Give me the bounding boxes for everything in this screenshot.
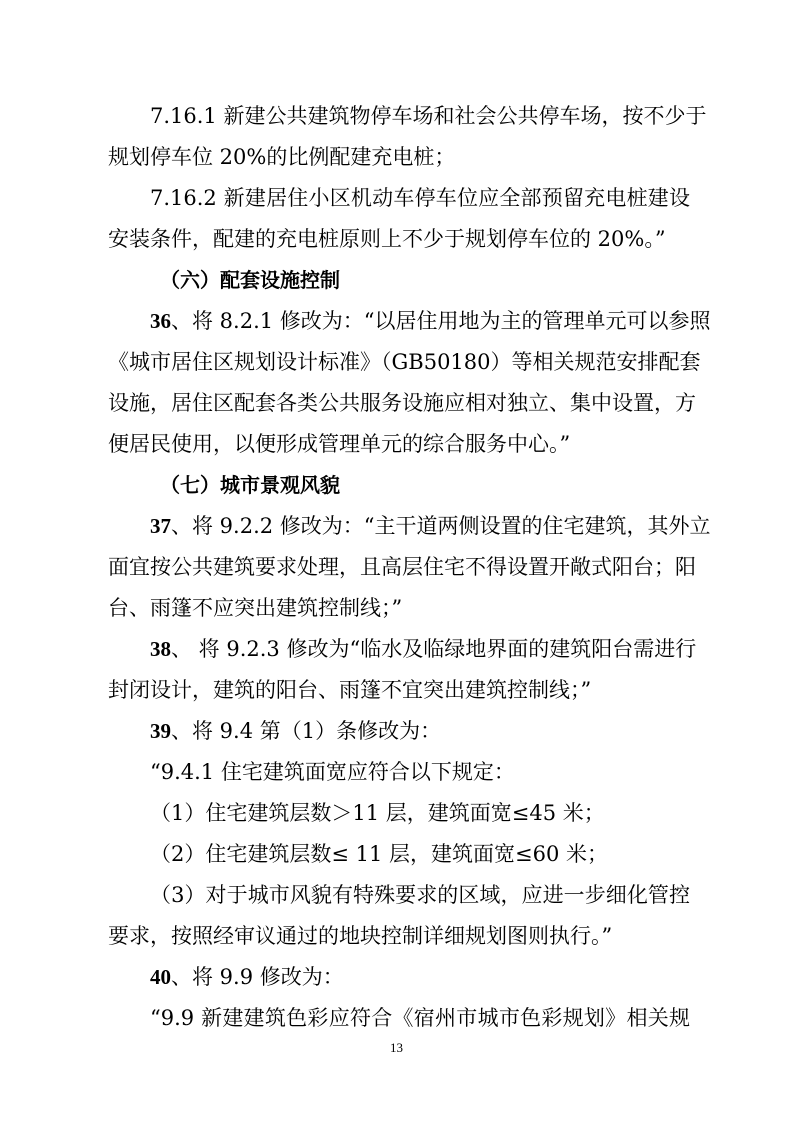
text-line: 设施，居住区配套各类公共服务设施应相对独立、集中设置，方 <box>108 391 696 415</box>
item-number: 36 <box>150 309 171 333</box>
document-page <box>108 96 711 1039</box>
text-line: （1）住宅建筑层数＞11 层，建筑面宽≤45 米； <box>150 801 605 825</box>
text-line: “9.9 新建建筑色彩应符合《宿州市城市色彩规划》相关规 <box>150 1006 690 1030</box>
list-item <box>108 957 690 998</box>
text-line: 封闭设计，建筑的阳台、雨篷不宜突出建筑控制线；” <box>108 678 592 702</box>
item-text: 、将 9.9 修改为： <box>171 965 344 989</box>
item-number: 37 <box>150 514 171 538</box>
text-line: 安装条件，配建的充电桩原则上不少于规划停车位的 20%。” <box>108 227 666 251</box>
section-heading: （六）配套设施控制 <box>160 268 340 292</box>
list-item <box>108 301 711 342</box>
page-number: 13 <box>390 1040 403 1055</box>
item-number: 38 <box>150 637 171 661</box>
item-number: 40 <box>150 965 171 989</box>
section-heading: （七）城市景观风貌 <box>160 473 340 497</box>
item-text: 、 将 9.2.3 修改为“临水及临绿地界面的建筑阳台需进行 <box>171 637 697 661</box>
text-line: “9.4.1 住宅建筑面宽应符合以下规定： <box>150 760 515 784</box>
list-item <box>108 629 697 670</box>
list-item <box>108 506 711 547</box>
text-line: 便居民使用，以便形成管理单元的综合服务中心。” <box>108 432 571 456</box>
text-line: 《城市居住区规划设计标准》（GB50180）等相关规范安排配套 <box>108 350 701 374</box>
item-text: 、将 9.4 第（1）条修改为： <box>171 719 442 743</box>
text-line: 台、雨篷不应突出建筑控制线；” <box>108 596 403 620</box>
list-item <box>108 711 690 752</box>
text-line: （3）对于城市风貌有特殊要求的区域，应进一步细化管控 <box>150 883 690 907</box>
item-number: 39 <box>150 719 171 743</box>
text-line: （2）住宅建筑层数≤ 11 层，建筑面宽≤60 米； <box>150 842 609 866</box>
text-line: 7.16.2 新建居住小区机动车停车位应全部预留充电桩建设 <box>150 186 690 210</box>
text-line: 面宜按公共建筑要求处理，且高层住宅不得设置开敞式阳台；阳 <box>108 555 696 579</box>
item-text: 、将 8.2.1 修改为：“以居住用地为主的管理单元可以参照 <box>171 309 711 333</box>
text-line: 7.16.1 新建公共建筑物停车场和社会公共停车场，按不少于 <box>150 104 707 128</box>
text-line: 规划停车位 20%的比例配建充电桩； <box>108 145 456 169</box>
text-line: 要求，按照经审议通过的地块控制详细规划图则执行。” <box>108 924 613 948</box>
item-text: 、将 9.2.2 修改为：“主干道两侧设置的住宅建筑，其外立 <box>171 514 711 538</box>
